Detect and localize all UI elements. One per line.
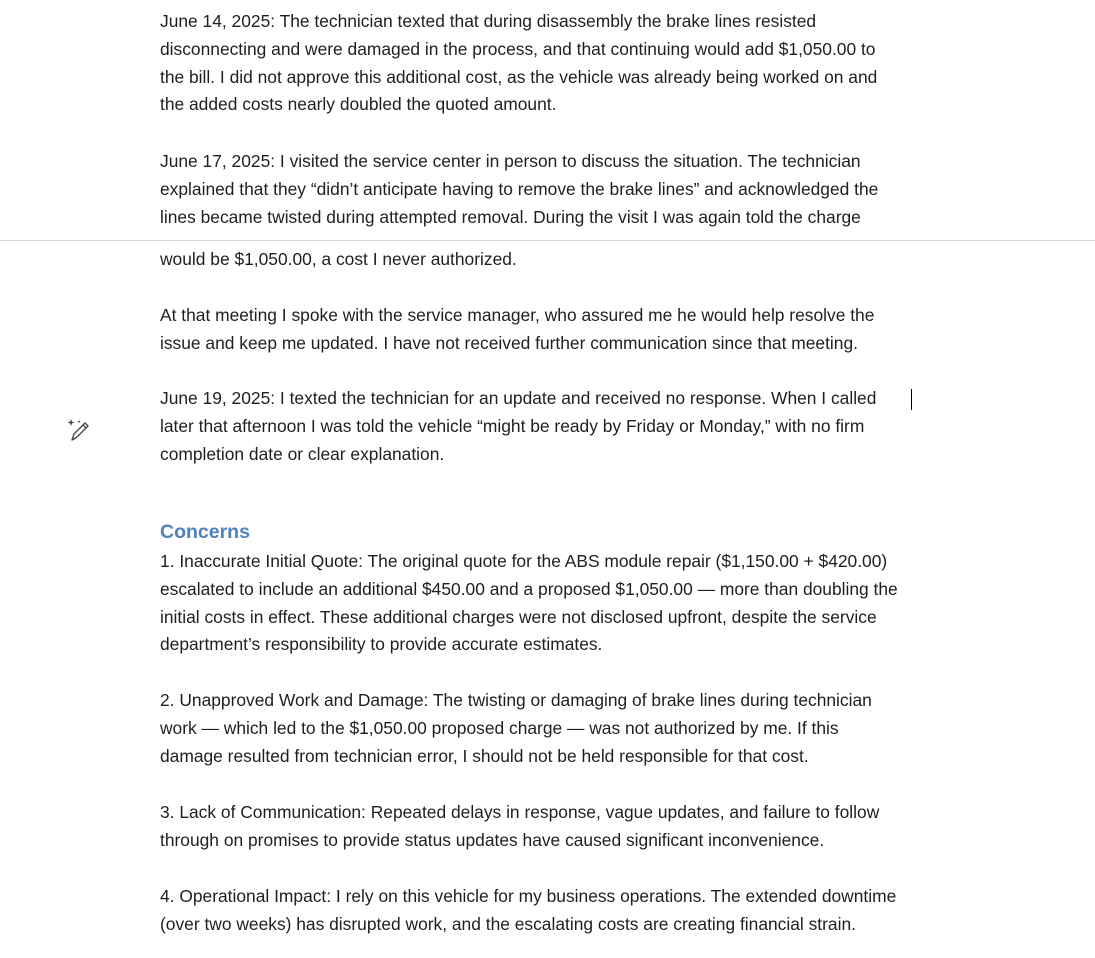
page-break-divider	[0, 240, 1095, 241]
paragraph-june-19: June 19, 2025: I texted the technician for an update and received no response. When I called later that afternoon I was told the vehicle “might be ready by Friday or Monday,” with no firm completion date or clear explanation.	[160, 388, 877, 464]
concern-item-3: 3. Lack of Communication: Repeated delays in response, vague updates, and failure to follow through on promises to provide status updates have caused significant inconvenience.	[160, 802, 880, 850]
paragraph-service-manager-meeting: At that meeting I spoke with the service manager, who assured me he would help resolve the issue and keep me updated. I have not received further communication since that meeting.	[160, 305, 875, 353]
magic-pen-icon[interactable]	[65, 416, 93, 444]
text-cursor	[911, 389, 912, 410]
concern-item-4: 4. Operational Impact: I rely on this vehicle for my business operations. The extended downtime (over two weeks) has disrupted work, and the escalating costs are creating financial strain.	[160, 886, 897, 934]
concern-item-2: 2. Unapproved Work and Damage: The twisting or damaging of brake lines during technician work — which led to the $1,050.00 proposed charge — was not authorized by me. If this damage resulted from technician error, I should not be held responsible for that cost.	[160, 690, 872, 766]
paragraph-june-14: June 14, 2025: The technician texted that during disassembly the brake lines resisted disconnecting and were damaged in the process, and that continuing would add $1,050.00 to the bill. I did not approve this additional cost, as the vehicle was already being worked on and the added costs nearly doubled the quoted amount.	[160, 11, 878, 115]
concern-item-1: 1. Inaccurate Initial Quote: The original quote for the ABS module repair ($1,150.00 + $420.00) escalated to include an additional $450.00 and a proposed $1,050.00 — more than doubling the initial costs in effect. These additional charges were not disclosed upfront, despite the service department’s responsibility to provide accurate estimates.	[160, 551, 898, 655]
paragraph-june-17-continued: would be $1,050.00, a cost I never authorized.	[160, 249, 517, 269]
concerns-heading: Concerns	[160, 521, 250, 543]
paragraph-june-17: June 17, 2025: I visited the service center in person to discuss the situation. The technician explained that they “didn’t anticipate having to remove the brake lines” and acknowledged the lines became twisted during attempted removal. During the visit I was again told the charge	[160, 151, 879, 227]
